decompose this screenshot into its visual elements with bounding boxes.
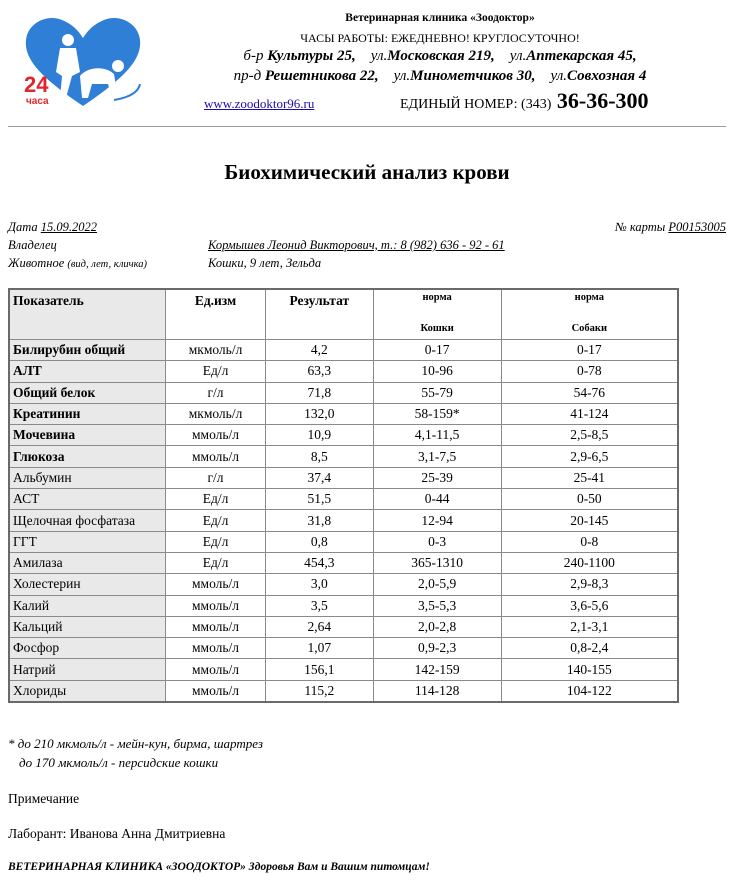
norm-dogs-cell: 104-122 [501, 680, 678, 702]
parameter-name-cell: Калий [9, 595, 166, 616]
phone-label: ЕДИНЫЙ НОМЕР: (343) [400, 97, 552, 112]
norm-cats-cell: 2,0-2,8 [373, 616, 501, 637]
card-row [615, 220, 726, 235]
norm-dogs-cell: 54-76 [501, 382, 678, 403]
norm-cats-cell: 114-128 [373, 680, 501, 702]
result-cell: 8,5 [265, 446, 373, 467]
address: ул.Минометчиков 30, [393, 68, 536, 84]
norm-cats-cell: 12-94 [373, 510, 501, 531]
parameter-name-cell: ГГТ [9, 531, 166, 552]
card-label: № карты [614, 220, 666, 234]
result-cell: 10,9 [265, 425, 373, 446]
norm-cats-cell: 0,9-2,3 [373, 638, 501, 659]
parameter-name-cell: Амилаза [9, 552, 166, 573]
header-parameter: Показатель [9, 289, 166, 340]
unit-cell: ммоль/л [166, 659, 266, 680]
addresses-line-2 [200, 68, 680, 85]
clinic-logo [22, 14, 144, 110]
result-cell: 71,8 [265, 382, 373, 403]
norm-dogs-cell: 0-17 [501, 340, 678, 361]
dogs-label: Собаки [571, 323, 608, 334]
norm-dogs-cell: 2,9-8,3 [501, 574, 678, 595]
phone-prefix: т.: [377, 238, 401, 252]
norm-cats-cell: 2,0-5,9 [373, 574, 501, 595]
norm-dogs-cell: 140-155 [501, 659, 678, 680]
table-row [9, 638, 678, 659]
header-norm-cats [373, 289, 501, 340]
date-row [8, 220, 97, 235]
parameter-name-cell: Кальций [9, 616, 166, 637]
unit-cell: ммоль/л [166, 595, 266, 616]
unit-cell: ммоль/л [166, 680, 266, 702]
parameter-name-cell: АЛТ [9, 361, 166, 382]
address: ул.Аптекарская 45, [509, 48, 637, 64]
address: ул.Московская 219, [370, 48, 495, 64]
unit-cell: г/л [166, 382, 266, 403]
results-table [8, 288, 679, 703]
unit-cell: Ед/л [166, 489, 266, 510]
norm-dogs-cell: 2,1-3,1 [501, 616, 678, 637]
unit-cell: ммоль/л [166, 638, 266, 659]
norm-cats-cell: 3,1-7,5 [373, 446, 501, 467]
norm-cats-cell: 142-159 [373, 659, 501, 680]
result-cell: 3,0 [265, 574, 373, 595]
table-row [9, 403, 678, 424]
footnote-2: до 170 мкмоль/л - персидские кошки [19, 755, 219, 770]
parameter-name-cell: Натрий [9, 659, 166, 680]
norm-dogs-cell: 20-145 [501, 510, 678, 531]
table-row [9, 616, 678, 637]
norm-cats-cell: 0-3 [373, 531, 501, 552]
parameter-name-cell: Альбумин [9, 467, 166, 488]
result-cell: 0,8 [265, 531, 373, 552]
table-row [9, 425, 678, 446]
norm-dogs-cell: 3,6-5,6 [501, 595, 678, 616]
table-row [9, 446, 678, 467]
norm-cats-cell: 10-96 [373, 361, 501, 382]
cats-label: Кошки [420, 323, 454, 334]
working-hours: ЧАСЫ РАБОТЫ: ЕЖЕДНЕВНО! КРУГЛОСУТОЧНО! [300, 31, 580, 45]
address: б-р Культуры 25, [243, 48, 356, 64]
logo-24-text: 24 [24, 72, 49, 97]
unit-cell: Ед/л [166, 531, 266, 552]
result-cell: 115,2 [265, 680, 373, 702]
parameter-name-cell: Холестерин [9, 574, 166, 595]
table-row [9, 340, 678, 361]
table-header-row [9, 289, 678, 340]
norm-cats-cell: 25-39 [373, 467, 501, 488]
animal-hint: (вид, лет, кличка) [67, 259, 148, 270]
table-row [9, 552, 678, 573]
unit-cell: ммоль/л [166, 574, 266, 595]
date-label: Дата [8, 220, 38, 234]
norm-dogs-cell: 0-8 [501, 531, 678, 552]
header-unit: Ед.изм [166, 289, 266, 340]
card-number: Р00153005 [668, 220, 726, 234]
table-row [9, 361, 678, 382]
parameter-name-cell: Общий белок [9, 382, 166, 403]
result-cell: 2,64 [265, 616, 373, 637]
parameter-name-cell: Билирубин общий [9, 340, 166, 361]
unit-cell: ммоль/л [166, 425, 266, 446]
clinic-slogan: ВЕТЕРИНАРНАЯ КЛИНИКА «ЗООДОКТОР» Здоровья Вам и Вашим питомцам! [8, 861, 430, 873]
result-cell: 3,5 [265, 595, 373, 616]
norm-dogs-cell: 240-1100 [501, 552, 678, 573]
table-row [9, 574, 678, 595]
results-body [9, 340, 678, 703]
animal-label: Животное [8, 256, 65, 270]
result-cell: 454,3 [265, 552, 373, 573]
address: ул.Совхозная 4 [550, 68, 647, 84]
unit-cell: Ед/л [166, 510, 266, 531]
parameter-name-cell: Глюкоза [9, 446, 166, 467]
header-result: Результат [265, 289, 373, 340]
owner-label: Владелец [8, 238, 57, 252]
result-cell: 156,1 [265, 659, 373, 680]
result-cell: 132,0 [265, 403, 373, 424]
result-cell: 1,07 [265, 638, 373, 659]
norm-cats-cell: 55-79 [373, 382, 501, 403]
unit-cell: Ед/л [166, 361, 266, 382]
norm-dogs-cell: 2,5-8,5 [501, 425, 678, 446]
norm-label: норма [574, 292, 604, 303]
parameter-name-cell: Креатинин [9, 403, 166, 424]
result-cell: 37,4 [265, 467, 373, 488]
page-title: Биохимический анализ крови [224, 160, 510, 184]
table-row [9, 489, 678, 510]
norm-dogs-cell: 25-41 [501, 467, 678, 488]
result-cell: 51,5 [265, 489, 373, 510]
table-row [9, 382, 678, 403]
table-row [9, 531, 678, 552]
unit-cell: мкмоль/л [166, 403, 266, 424]
norm-dogs-cell: 2,9-6,5 [501, 446, 678, 467]
owner-name: Кормышев Леонид Викторович, [208, 238, 378, 252]
header-divider [8, 126, 726, 127]
note-label: Примечание [8, 791, 80, 806]
phone-number: 36-36-300 [556, 88, 649, 113]
norm-cats-cell: 0-44 [373, 489, 501, 510]
result-cell: 4,2 [265, 340, 373, 361]
norm-label: норма [422, 292, 452, 303]
animal-value: Кошки, 9 лет, Зельда [208, 256, 322, 270]
norm-cats-cell: 365-1310 [373, 552, 501, 573]
unit-cell: мкмоль/л [166, 340, 266, 361]
norm-dogs-cell: 0-78 [501, 361, 678, 382]
clinic-name: Ветеринарная клиника «Зоодоктор» [345, 12, 535, 24]
phone-row [400, 88, 649, 114]
owner-phone: 8 (982) 636 - 92 - 61 [400, 238, 505, 252]
website-link[interactable]: www.zoodoktor96.ru [204, 96, 315, 111]
date-value: 15.09.2022 [40, 220, 98, 234]
logo-hours-text: часа [26, 96, 49, 107]
parameter-name-cell: Фосфор [9, 638, 166, 659]
unit-cell: г/л [166, 467, 266, 488]
unit-cell: Ед/л [166, 552, 266, 573]
parameter-name-cell: Щелочная фосфатаза [9, 510, 166, 531]
lab-assistant: Лаборант: Иванова Анна Дмитриевна [8, 826, 226, 841]
header-norm-dogs [501, 289, 678, 340]
result-cell: 31,8 [265, 510, 373, 531]
table-row [9, 659, 678, 680]
parameter-name-cell: Хлориды [9, 680, 166, 702]
table-row [9, 510, 678, 531]
norm-cats-cell: 3,5-5,3 [373, 595, 501, 616]
unit-cell: ммоль/л [166, 616, 266, 637]
table-row [9, 467, 678, 488]
norm-cats-cell: 0-17 [373, 340, 501, 361]
result-cell: 63,3 [265, 361, 373, 382]
norm-cats-cell: 4,1-11,5 [373, 425, 501, 446]
norm-dogs-cell: 41-124 [501, 403, 678, 424]
table-row [9, 595, 678, 616]
norm-dogs-cell: 0,8-2,4 [501, 638, 678, 659]
address: пр-д Решетникова 22, [233, 68, 379, 84]
owner-value [208, 238, 505, 253]
parameter-name-cell: Мочевина [9, 425, 166, 446]
unit-cell: ммоль/л [166, 446, 266, 467]
norm-dogs-cell: 0-50 [501, 489, 678, 510]
animal-label-row [8, 256, 147, 271]
norm-cats-cell: 58-159* [373, 403, 501, 424]
table-row [9, 680, 678, 702]
parameter-name-cell: АСТ [9, 489, 166, 510]
addresses-line-1 [200, 48, 680, 65]
footnote-1: * до 210 мкмоль/л - мейн-кун, бирма, шартрез [8, 736, 263, 751]
